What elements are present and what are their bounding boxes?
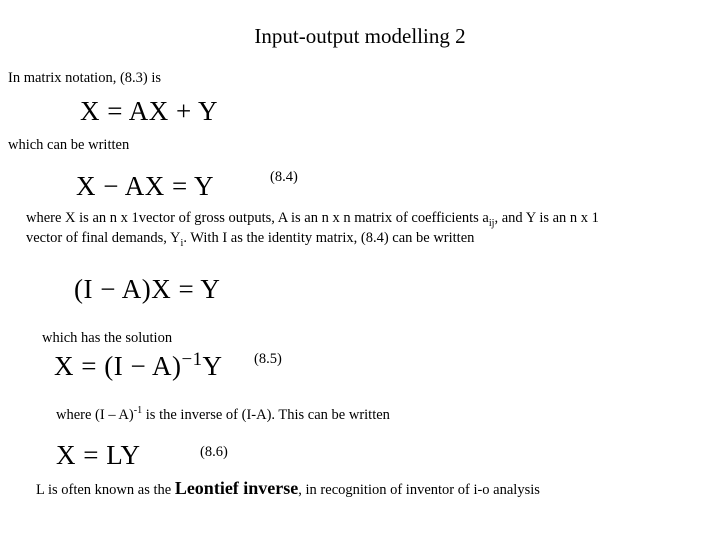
equation-8-4: X − AX = Y — [76, 171, 214, 201]
equation-8-5-exponent: −1 — [181, 349, 203, 370]
inverse-text-b: is the inverse of (I-A). This can be written — [142, 407, 390, 423]
equation-8-5-b: Y — [202, 351, 223, 381]
inverse-text-a: where (I – A) — [56, 407, 134, 423]
written-text-1: which can be written — [8, 137, 130, 153]
leontief-text — [36, 478, 540, 499]
definition-line-1 — [26, 210, 599, 227]
equation-number-8-6: (8.6) — [200, 444, 228, 460]
equation-8-6: X = LY — [56, 440, 141, 470]
leontief-text-b: , in recognition of inventor of i-o analysis — [298, 482, 540, 498]
definition-line-2 — [26, 230, 474, 247]
page-title: Input-output modelling 2 — [254, 24, 466, 48]
definition-line-1-a: where X is an n x 1vector of gross outputs, A is an n x n matrix of coefficients a — [26, 210, 489, 226]
equation-8-5 — [54, 351, 223, 382]
solution-text: which has the solution — [42, 330, 173, 346]
equation-number-8-5: (8.5) — [254, 351, 282, 367]
equation-8-5-a: X = (I − A) — [54, 351, 182, 381]
definition-line-2-a: vector of final demands, Y — [26, 230, 181, 246]
equation-identity: (I − A)X = Y — [74, 274, 221, 304]
leontief-text-a: L is often known as the — [36, 482, 175, 498]
inverse-text — [56, 407, 390, 424]
equation-number-8-4: (8.4) — [270, 169, 298, 185]
inverse-exponent: -1 — [133, 405, 143, 417]
equation-8-3: X = AX + Y — [80, 96, 218, 126]
definition-line-1-b: , and Y is an n x 1 — [494, 210, 599, 226]
subscript-ij: ij — [488, 217, 495, 229]
leontief-inverse-term: Leontief inverse — [174, 478, 299, 498]
subscript-i: i — [180, 237, 184, 249]
intro-text: In matrix notation, (8.3) is — [8, 70, 162, 86]
definition-line-2-b: . With I as the identity matrix, (8.4) can be written — [183, 230, 475, 246]
